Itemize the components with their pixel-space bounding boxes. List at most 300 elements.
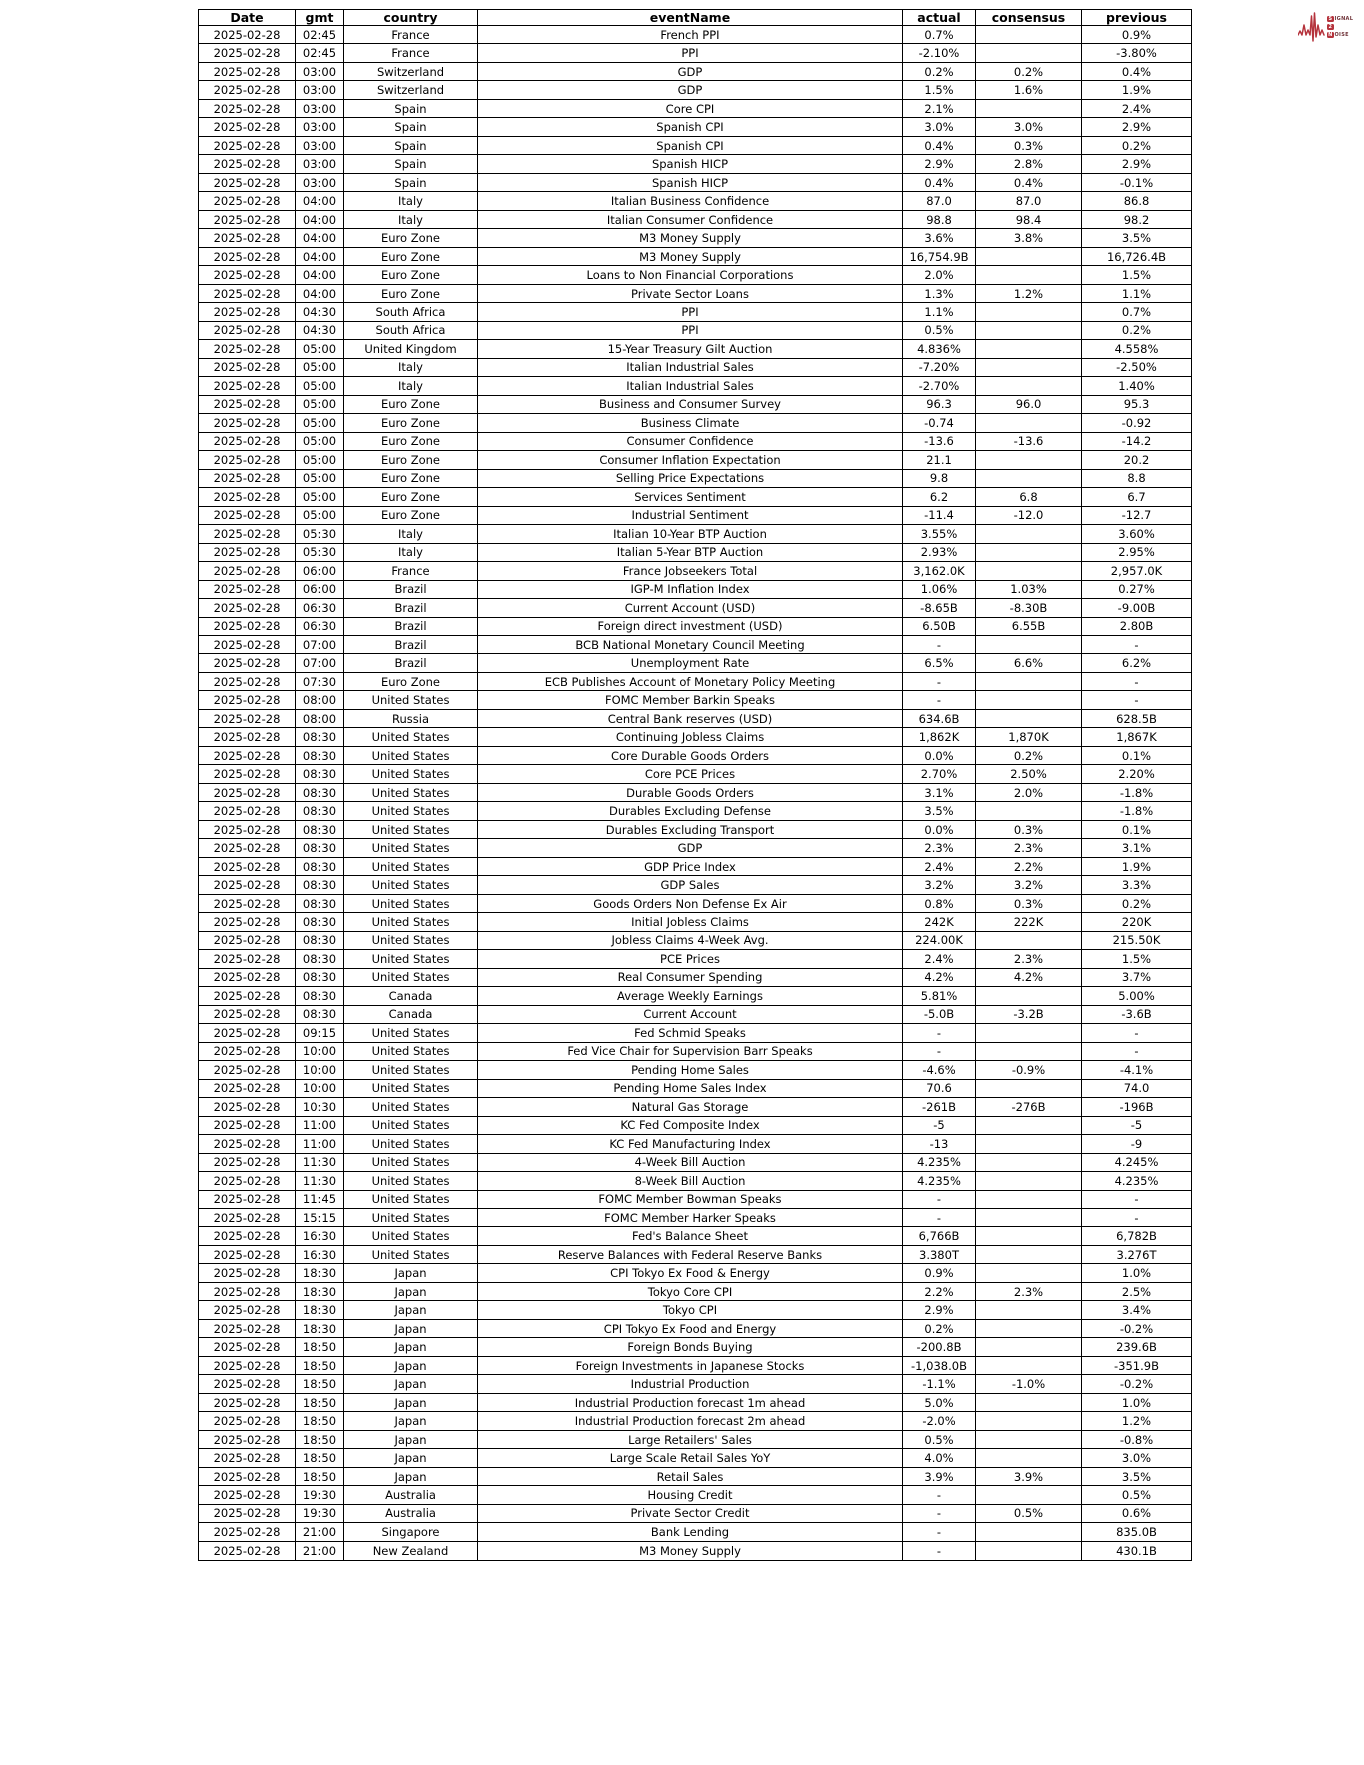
cell-date: 2025-02-28 [199,931,296,949]
cell-consensus [976,340,1082,358]
cell-previous: 2,957.0K [1082,562,1192,580]
cell-eventname: Fed Vice Chair for Supervision Barr Speaks [478,1042,903,1060]
table-row [199,81,1192,99]
cell-country: Australia [344,1486,478,1504]
cell-previous: 0.27% [1082,580,1192,598]
table-row [199,1393,1192,1411]
cell-previous: 2.95% [1082,543,1192,561]
cell-date: 2025-02-28 [199,1486,296,1504]
cell-eventname: Italian Industrial Sales [478,377,903,395]
cell-gmt: 03:00 [296,136,344,154]
cell-eventname: Italian Industrial Sales [478,358,903,376]
cell-eventname: M3 Money Supply [478,247,903,265]
table-row [199,1042,1192,1060]
cell-country: United States [344,876,478,894]
cell-gmt: 08:30 [296,746,344,764]
cell-consensus [976,1338,1082,1356]
cell-consensus: 96.0 [976,395,1082,413]
cell-previous: -351.9B [1082,1356,1192,1374]
cell-eventname: Fed Schmid Speaks [478,1024,903,1042]
table-row [199,580,1192,598]
cell-previous: - [1082,691,1192,709]
cell-country: Euro Zone [344,488,478,506]
cell-actual: 0.9% [903,1264,976,1282]
table-row [199,488,1192,506]
cell-actual: 224.00K [903,931,976,949]
cell-country: Italy [344,543,478,561]
cell-gmt: 03:00 [296,62,344,80]
cell-previous: 215.50K [1082,931,1192,949]
table-row [199,1153,1192,1171]
cell-date: 2025-02-28 [199,1264,296,1282]
table-row [199,857,1192,875]
cell-actual: 2.1% [903,99,976,117]
table-row [199,1412,1192,1430]
cell-eventname: Business Climate [478,414,903,432]
cell-date: 2025-02-28 [199,1172,296,1190]
table-row [199,1116,1192,1134]
cell-actual: 96.3 [903,395,976,413]
cell-gmt: 06:30 [296,599,344,617]
cell-gmt: 08:30 [296,1005,344,1023]
cell-gmt: 06:00 [296,562,344,580]
cell-date: 2025-02-28 [199,118,296,136]
cell-country: United States [344,728,478,746]
cell-actual: 1.3% [903,284,976,302]
cell-date: 2025-02-28 [199,1319,296,1337]
table-row [199,746,1192,764]
cell-date: 2025-02-28 [199,1282,296,1300]
cell-gmt: 03:00 [296,173,344,191]
cell-date: 2025-02-28 [199,136,296,154]
cell-country: Brazil [344,635,478,653]
cell-consensus [976,44,1082,62]
cell-actual: 0.0% [903,746,976,764]
cell-actual: 3,162.0K [903,562,976,580]
cell-previous: 0.2% [1082,894,1192,912]
cell-gmt: 08:30 [296,913,344,931]
cell-eventname: M3 Money Supply [478,1541,903,1560]
table-row [199,210,1192,228]
cell-actual: 0.5% [903,321,976,339]
cell-previous: 98.2 [1082,210,1192,228]
cell-country: United States [344,765,478,783]
cell-country: Italy [344,525,478,543]
cell-consensus [976,1523,1082,1541]
cell-date: 2025-02-28 [199,746,296,764]
cell-gmt: 10:00 [296,1061,344,1079]
cell-eventname: Average Weekly Earnings [478,987,903,1005]
table-row [199,950,1192,968]
cell-gmt: 08:30 [296,839,344,857]
cell-eventname: FOMC Member Harker Speaks [478,1209,903,1227]
cell-eventname: ECB Publishes Account of Monetary Policy Meeting [478,672,903,690]
table-row [199,709,1192,727]
cell-actual: 2.3% [903,839,976,857]
table-row [199,783,1192,801]
cell-date: 2025-02-28 [199,44,296,62]
cell-gmt: 07:30 [296,672,344,690]
cell-previous: 86.8 [1082,192,1192,210]
cell-gmt: 04:30 [296,303,344,321]
cell-actual: 3.2% [903,876,976,894]
cell-eventname: Industrial Production forecast 2m ahead [478,1412,903,1430]
cell-date: 2025-02-28 [199,525,296,543]
cell-consensus: 3.9% [976,1467,1082,1485]
table-row [199,1098,1192,1116]
cell-consensus: 6.55B [976,617,1082,635]
cell-consensus [976,802,1082,820]
cell-previous: 3.1% [1082,839,1192,857]
cell-actual: - [903,635,976,653]
cell-gmt: 08:30 [296,820,344,838]
cell-gmt: 21:00 [296,1523,344,1541]
cell-eventname: GDP Sales [478,876,903,894]
cell-actual: 0.2% [903,62,976,80]
cell-gmt: 18:30 [296,1301,344,1319]
cell-consensus [976,635,1082,653]
cell-consensus [976,691,1082,709]
logo-badge-2: 2 [1328,23,1332,30]
cell-eventname: Goods Orders Non Defense Ex Air [478,894,903,912]
table-row [199,1005,1192,1023]
cell-actual: 2.4% [903,950,976,968]
cell-date: 2025-02-28 [199,580,296,598]
cell-actual: 6.2 [903,488,976,506]
cell-consensus: 0.4% [976,173,1082,191]
cell-date: 2025-02-28 [199,414,296,432]
cell-previous: -0.1% [1082,173,1192,191]
table-row [199,1430,1192,1448]
table-body [199,26,1192,1561]
table-row [199,599,1192,617]
cell-actual: - [903,1523,976,1541]
cell-previous: - [1082,672,1192,690]
cell-gmt: 18:50 [296,1375,344,1393]
cell-consensus [976,247,1082,265]
cell-eventname: Tokyo CPI [478,1301,903,1319]
cell-consensus [976,1024,1082,1042]
cell-date: 2025-02-28 [199,783,296,801]
table-row [199,691,1192,709]
column-header-eventname: eventName [478,10,903,26]
cell-consensus [976,358,1082,376]
cell-country: United States [344,802,478,820]
signal2noise-logo [1298,8,1362,46]
cell-country: New Zealand [344,1541,478,1560]
cell-consensus: -0.9% [976,1061,1082,1079]
cell-previous: 74.0 [1082,1079,1192,1097]
cell-actual: - [903,691,976,709]
cell-country: Spain [344,136,478,154]
table-row [199,99,1192,117]
cell-date: 2025-02-28 [199,62,296,80]
cell-previous: 0.2% [1082,321,1192,339]
cell-date: 2025-02-28 [199,358,296,376]
cell-consensus [976,987,1082,1005]
cell-country: Japan [344,1282,478,1300]
table-row [199,377,1192,395]
cell-date: 2025-02-28 [199,1541,296,1560]
cell-gmt: 06:30 [296,617,344,635]
cell-country: Euro Zone [344,284,478,302]
cell-eventname: Industrial Production [478,1375,903,1393]
cell-actual: 0.4% [903,173,976,191]
cell-eventname: Foreign direct investment (USD) [478,617,903,635]
cell-gmt: 18:30 [296,1319,344,1337]
cell-actual: 2.2% [903,1282,976,1300]
cell-eventname: Private Sector Credit [478,1504,903,1522]
cell-actual: 4.235% [903,1153,976,1171]
cell-date: 2025-02-28 [199,691,296,709]
cell-gmt: 03:00 [296,155,344,173]
cell-previous: - [1082,1042,1192,1060]
cell-gmt: 18:50 [296,1467,344,1485]
column-header-consensus: consensus [976,10,1082,26]
table-row [199,562,1192,580]
cell-consensus: 98.4 [976,210,1082,228]
cell-country: South Africa [344,303,478,321]
cell-gmt: 10:00 [296,1079,344,1097]
table-row [199,414,1192,432]
cell-country: Euro Zone [344,469,478,487]
cell-gmt: 08:30 [296,931,344,949]
cell-actual: 4.2% [903,968,976,986]
cell-previous: -1.8% [1082,783,1192,801]
cell-date: 2025-02-28 [199,1301,296,1319]
cell-actual: -13 [903,1135,976,1153]
column-header-actual: actual [903,10,976,26]
cell-date: 2025-02-28 [199,1153,296,1171]
cell-eventname: Continuing Jobless Claims [478,728,903,746]
cell-consensus [976,1227,1082,1245]
cell-previous: 430.1B [1082,1541,1192,1560]
cell-consensus [976,1245,1082,1263]
table-row [199,247,1192,265]
cell-previous: -3.80% [1082,44,1192,62]
cell-consensus: -12.0 [976,506,1082,524]
logo-text-oise: OISE [1334,31,1349,38]
cell-country: United States [344,968,478,986]
cell-previous: 1.1% [1082,284,1192,302]
cell-date: 2025-02-28 [199,321,296,339]
cell-consensus [976,562,1082,580]
table-row [199,118,1192,136]
cell-date: 2025-02-28 [199,1135,296,1153]
cell-previous: 835.0B [1082,1523,1192,1541]
cell-gmt: 05:00 [296,414,344,432]
cell-date: 2025-02-28 [199,229,296,247]
cell-previous: 2.9% [1082,155,1192,173]
cell-country: United States [344,1172,478,1190]
cell-gmt: 04:00 [296,284,344,302]
cell-actual: 70.6 [903,1079,976,1097]
cell-eventname: Private Sector Loans [478,284,903,302]
cell-eventname: KC Fed Composite Index [478,1116,903,1134]
cell-gmt: 08:00 [296,709,344,727]
cell-gmt: 18:30 [296,1264,344,1282]
cell-gmt: 08:30 [296,968,344,986]
table-row [199,303,1192,321]
table-row [199,432,1192,450]
cell-actual: -13.6 [903,432,976,450]
cell-actual: 4.235% [903,1172,976,1190]
cell-eventname: GDP [478,81,903,99]
table-row [199,321,1192,339]
cell-eventname: Large Retailers' Sales [478,1430,903,1448]
table-row [199,765,1192,783]
table-row [199,1375,1192,1393]
cell-country: United States [344,1209,478,1227]
cell-date: 2025-02-28 [199,303,296,321]
table-row [199,543,1192,561]
table-row [199,1301,1192,1319]
cell-actual: 6,766B [903,1227,976,1245]
cell-consensus: -13.6 [976,432,1082,450]
cell-eventname: Italian 10-Year BTP Auction [478,525,903,543]
cell-consensus [976,469,1082,487]
cell-consensus [976,451,1082,469]
cell-consensus: 0.2% [976,746,1082,764]
cell-actual: 2.9% [903,155,976,173]
table-row [199,1449,1192,1467]
cell-date: 2025-02-28 [199,654,296,672]
table-row [199,913,1192,931]
table-row [199,635,1192,653]
cell-actual: 6.5% [903,654,976,672]
cell-previous: -3.6B [1082,1005,1192,1023]
cell-country: Japan [344,1430,478,1448]
cell-consensus: 2.8% [976,155,1082,173]
cell-gmt: 10:00 [296,1042,344,1060]
cell-eventname: Unemployment Rate [478,654,903,672]
cell-country: Switzerland [344,62,478,80]
cell-consensus: 2.3% [976,839,1082,857]
cell-eventname: PPI [478,44,903,62]
cell-eventname: Initial Jobless Claims [478,913,903,931]
cell-country: United States [344,1079,478,1097]
cell-consensus [976,1356,1082,1374]
table-row [199,395,1192,413]
cell-previous: 1.0% [1082,1393,1192,1411]
cell-actual: 16,754.9B [903,247,976,265]
cell-date: 2025-02-28 [199,1430,296,1448]
table-row [199,469,1192,487]
cell-date: 2025-02-28 [199,765,296,783]
cell-previous: 6,782B [1082,1227,1192,1245]
cell-gmt: 19:30 [296,1486,344,1504]
cell-country: Spain [344,99,478,117]
cell-date: 2025-02-28 [199,635,296,653]
cell-gmt: 11:00 [296,1116,344,1134]
cell-actual: -2.10% [903,44,976,62]
cell-actual: - [903,1504,976,1522]
cell-previous: 1.0% [1082,1264,1192,1282]
cell-country: United States [344,913,478,931]
cell-previous: 8.8 [1082,469,1192,487]
cell-actual: -5.0B [903,1005,976,1023]
cell-previous: 3.60% [1082,525,1192,543]
table-row [199,1282,1192,1300]
cell-country: United States [344,1116,478,1134]
cell-eventname: Spanish HICP [478,155,903,173]
cell-eventname: GDP Price Index [478,857,903,875]
cell-eventname: Real Consumer Spending [478,968,903,986]
table-row [199,1486,1192,1504]
cell-actual: 1.5% [903,81,976,99]
cell-eventname: Foreign Investments in Japanese Stocks [478,1356,903,1374]
cell-country: Brazil [344,599,478,617]
cell-country: United States [344,857,478,875]
cell-date: 2025-02-28 [199,81,296,99]
cell-gmt: 08:30 [296,783,344,801]
cell-consensus [976,1079,1082,1097]
cell-eventname: Consumer Confidence [478,432,903,450]
cell-date: 2025-02-28 [199,876,296,894]
cell-previous: 3.276T [1082,1245,1192,1263]
cell-gmt: 05:30 [296,525,344,543]
cell-country: Japan [344,1375,478,1393]
cell-country: France [344,562,478,580]
cell-country: Switzerland [344,81,478,99]
cell-consensus [976,1541,1082,1560]
cell-previous: 1.5% [1082,950,1192,968]
cell-eventname: Loans to Non Financial Corporations [478,266,903,284]
cell-gmt: 10:30 [296,1098,344,1116]
cell-eventname: 4-Week Bill Auction [478,1153,903,1171]
cell-gmt: 18:50 [296,1430,344,1448]
cell-country: France [344,44,478,62]
cell-previous: -14.2 [1082,432,1192,450]
cell-previous: -0.92 [1082,414,1192,432]
cell-country: France [344,26,478,44]
cell-country: Japan [344,1264,478,1282]
cell-eventname: Retail Sales [478,1467,903,1485]
cell-consensus [976,1209,1082,1227]
cell-date: 2025-02-28 [199,857,296,875]
cell-previous: 628.5B [1082,709,1192,727]
cell-previous: 1.40% [1082,377,1192,395]
cell-country: Italy [344,192,478,210]
cell-eventname: Jobless Claims 4-Week Avg. [478,931,903,949]
logo-line-2 [1327,24,1353,31]
logo-badge-n: N [1328,31,1333,38]
cell-date: 2025-02-28 [199,1393,296,1411]
cell-date: 2025-02-28 [199,1504,296,1522]
cell-eventname: Spanish CPI [478,118,903,136]
cell-consensus: 1.2% [976,284,1082,302]
cell-date: 2025-02-28 [199,1412,296,1430]
cell-previous: 3.3% [1082,876,1192,894]
cell-date: 2025-02-28 [199,672,296,690]
cell-country: Euro Zone [344,451,478,469]
cell-country: Japan [344,1319,478,1337]
cell-consensus [976,1486,1082,1504]
cell-eventname: Italian Business Confidence [478,192,903,210]
cell-actual: 0.8% [903,894,976,912]
cell-previous: 5.00% [1082,987,1192,1005]
table-row [199,1190,1192,1208]
cell-actual: 4.0% [903,1449,976,1467]
cell-country: Singapore [344,1523,478,1541]
cell-country: Japan [344,1449,478,1467]
cell-date: 2025-02-28 [199,1245,296,1263]
table-row [199,1245,1192,1263]
cell-gmt: 08:30 [296,728,344,746]
cell-consensus [976,1264,1082,1282]
cell-country: United States [344,1135,478,1153]
cell-eventname: Pending Home Sales Index [478,1079,903,1097]
